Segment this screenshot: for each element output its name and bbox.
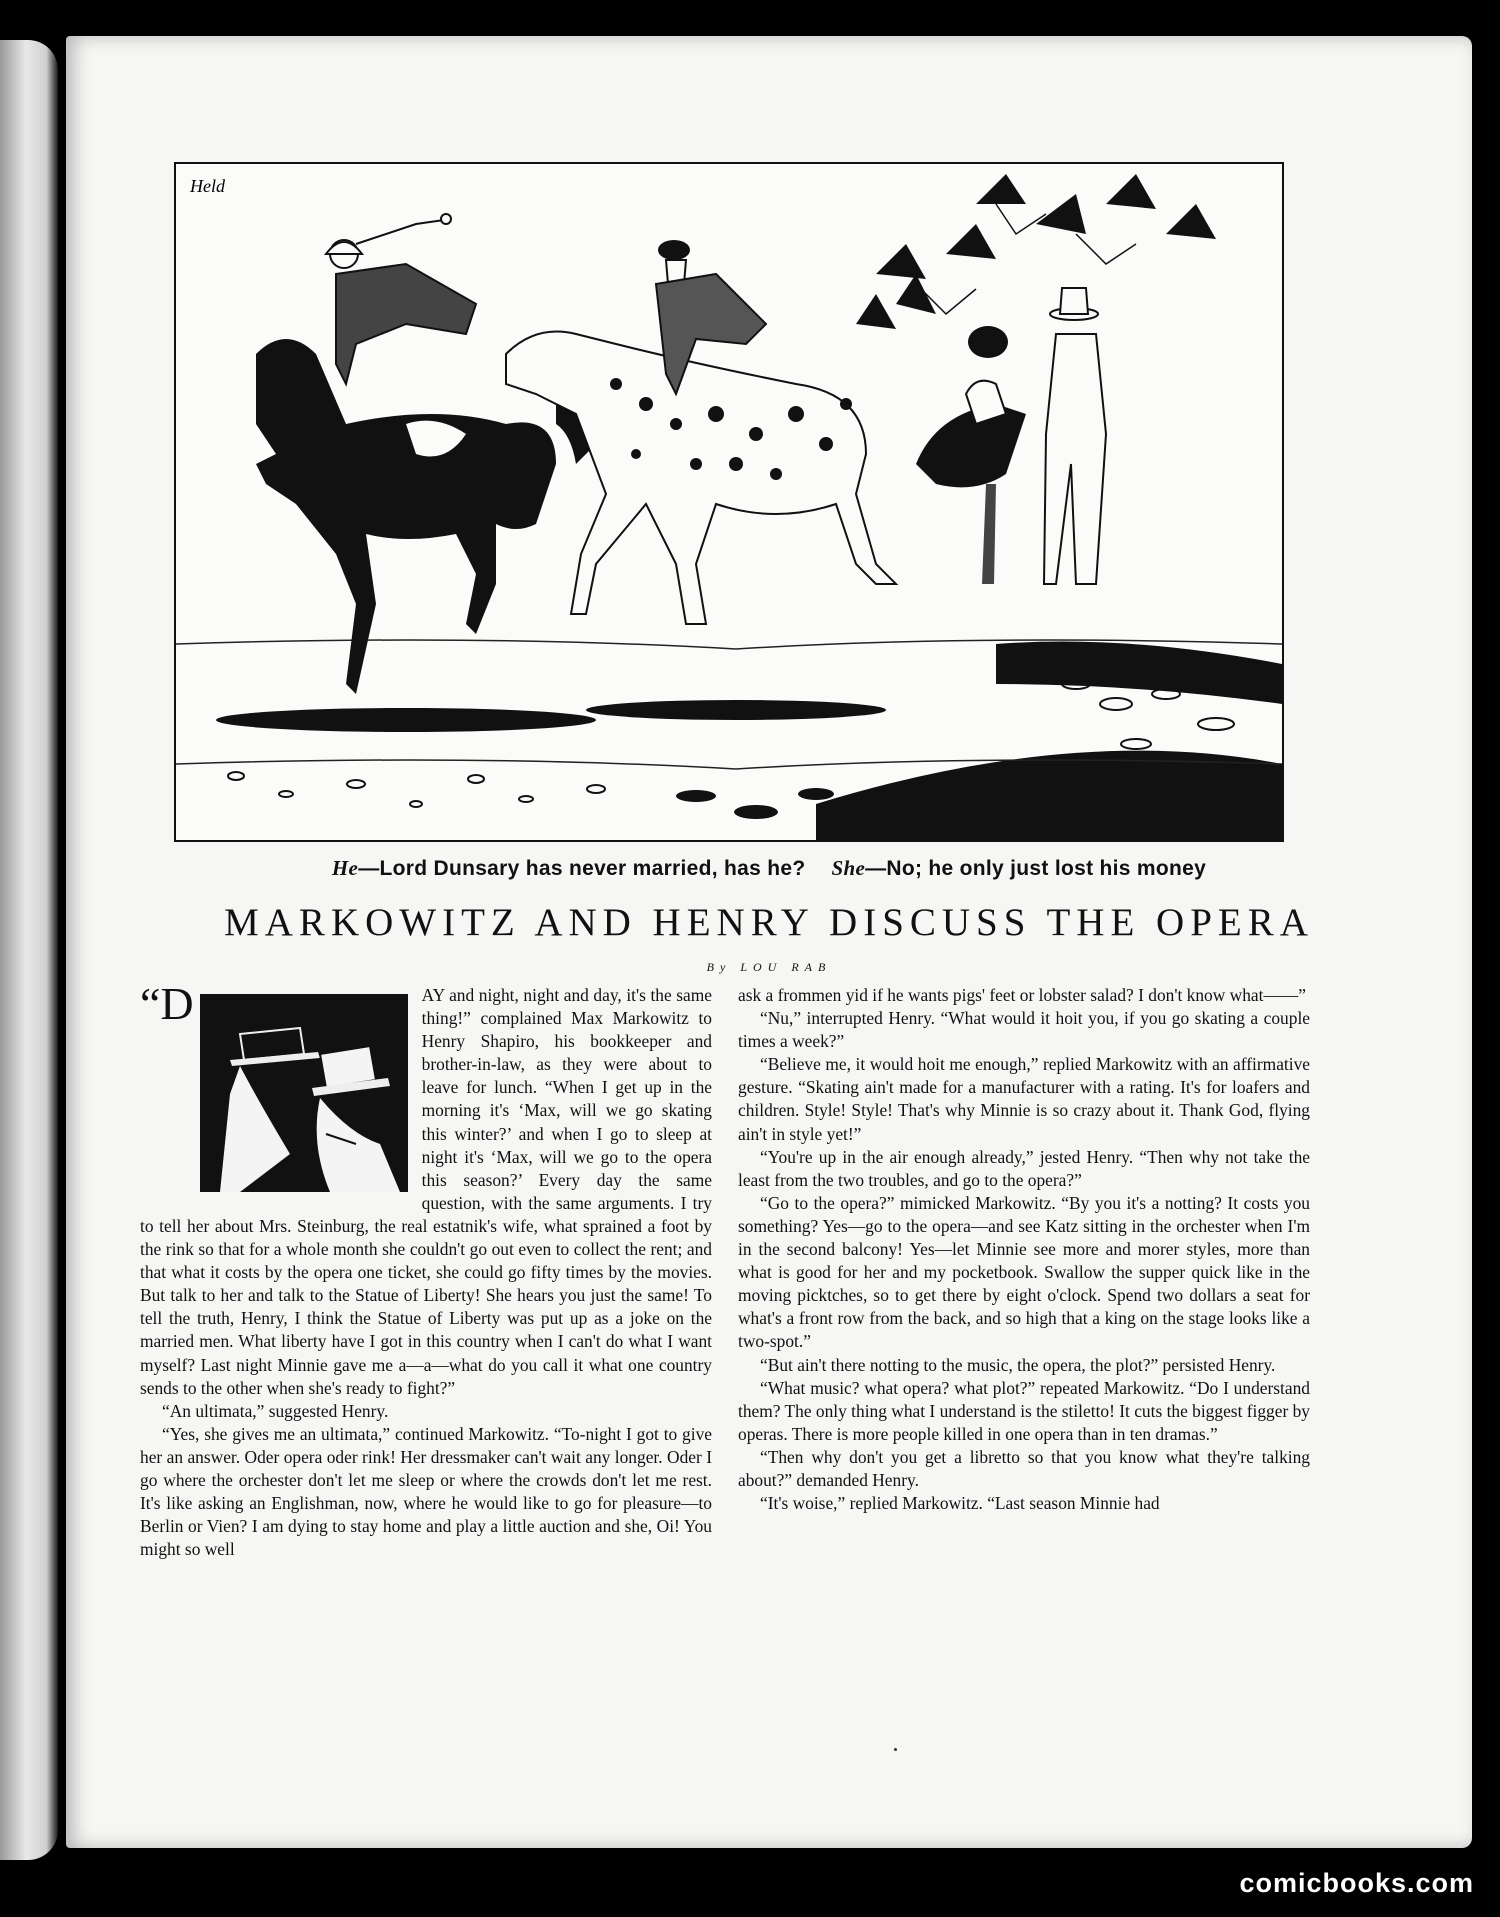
right-paragraph-5: “Go to the opera?” mimicked Markowitz. “By you it's a notting? It costs you something? Yes—go to the opera—and see Katz sitting in the orchester when I'm in the second balcony! Yes—let Minnie see more and morer styles, more than what is good for her and my pocketbook. Swallow the supper quick like in the moving picktches, so to get there by eight o'clock. Spend two dollars a seat for what's a front row from the back, and so high that a king on the stage looks like a two-spot.” xyxy=(738,1192,1310,1352)
left-paragraph-1 xyxy=(140,978,712,1400)
right-paragraph-8: “Then why don't you get a libretto so that you know what they're talking about?” demanded Henry. xyxy=(738,1446,1310,1490)
left-paragraph-3: “Yes, she gives me an ultimata,” continued Markowitz. “To-night I got to give her an answer. Oder opera oder rink! Her dressmaker can't wait any longer. Oder I go where the orchester don't let me sleep or where the crowds don't let me rest. It's like asking an Englishman, now, where he would like to go for pleasure—to Berlin or Vien? I am dying to stay home and play a little auction and she, Oi! You might so well xyxy=(140,1423,712,1560)
left-page-edge xyxy=(0,40,58,1860)
right-paragraph-4: “You're up in the air enough already,” jested Henry. “Then why not take the least from the two troubles, and go to the opera?” xyxy=(738,1146,1310,1190)
right-paragraph-9: “It's woise,” replied Markowitz. “Last season Minnie had xyxy=(760,1493,1160,1514)
horse-riders-illustration xyxy=(174,162,1284,842)
caption-he-line: —Lord Dunsary has never married, has he? xyxy=(358,857,806,880)
illustration-caption xyxy=(66,856,1472,881)
right-paragraph-3: “Believe me, it would hoit me enough,” replied Markowitz with an affirmative gesture. “Skating ain't made for a manufacturer with a rating. It's for loafers and children. Style! Style! That's why Minnie is so crazy about it. Thank God, flying ain't in style yet!” xyxy=(738,1054,1310,1144)
magazine-page xyxy=(66,36,1472,1848)
article-column-left xyxy=(140,978,712,1561)
article-byline: By LOU RAB xyxy=(706,960,832,974)
artist-signature: Held xyxy=(190,176,225,196)
left-paragraph-1-text: AY and night, night and day, it's the same thing!” complained Max Markowitz to Henry Shapiro, his bookkeeper and brother-in-law, as they were about to leave for lunch. “When I get up in the morning it's ‘Max, will we go skating this winter?’ and when I go to sleep at night it's ‘Max, will we go to the opera this season?’ Every day the same question, with the same arguments. I try to tell her about Mrs. Steinburg, the real estatnik's wife, what sprained a foot by the rink so that for a whole month she couldn't go out even to collect the rent; and that what it costs by the opera one ticket, she could go fifty times by the movies. But talk to her and talk to the Statue of Liberty! She hears you just the same! To tell the truth, Henry, I think the Statue of Liberty was put up as a joke on the married men. What liberty have I got in this country when I can't do what I want myself? Last night Minnie gave me a—a—what do you call it what one country sends to the other when she's ready to fight?” xyxy=(140,985,712,1398)
left-paragraph-2: “An ultimata,” suggested Henry. xyxy=(162,1400,389,1421)
two-men-inset-illustration xyxy=(200,994,408,1192)
article-column-right xyxy=(738,984,1310,1515)
article-title: MARKOWITZ AND HENRY DISCUSS THE OPERA xyxy=(224,901,1314,944)
caption-he-speaker: He xyxy=(331,856,359,880)
right-paragraph-6: “But ain't there notting to the music, the opera, the plot?” persisted Henry. xyxy=(760,1354,1276,1375)
page-speck xyxy=(894,1748,897,1751)
right-paragraph-7: “What music? what opera? what plot?” repeated Markowitz. “Do I understand them? The only thing what I understand is the stiletto! It cuts the biggest figger by operas. There is more people killed in one opera than in ten dramas.” xyxy=(738,1377,1311,1444)
right-paragraph-2: “Nu,” interrupted Henry. “What would it hoit you, if you go skating a couple times a week?” xyxy=(738,1008,1310,1052)
caption-she-speaker: She xyxy=(831,856,866,880)
drop-cap: “D xyxy=(140,978,194,1029)
right-paragraph-1: ask a frommen yid if he wants pigs' feet or lobster salad? I don't know what——” xyxy=(738,985,1306,1005)
caption-she-line: —No; he only just lost his money xyxy=(865,857,1207,880)
site-watermark: comicbooks.com xyxy=(1239,1868,1474,1898)
